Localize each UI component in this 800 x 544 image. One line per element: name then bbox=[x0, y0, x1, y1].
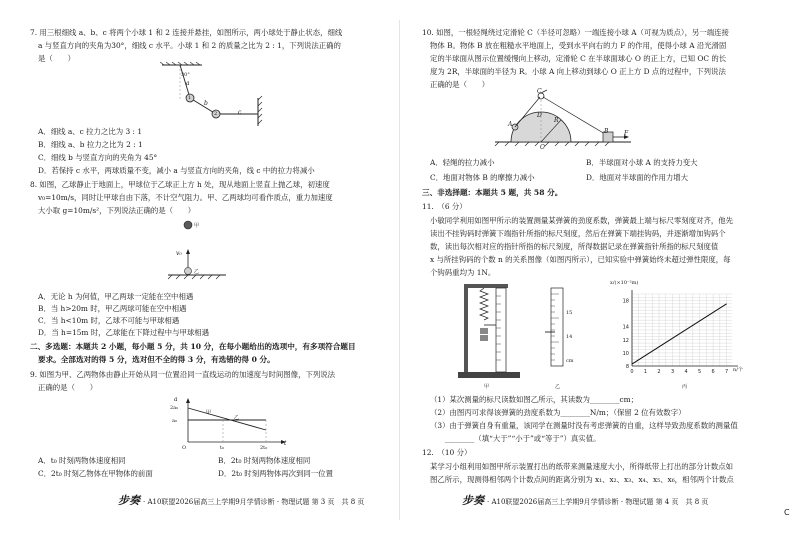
q11-label-jia: 甲 bbox=[484, 384, 490, 390]
q11-label-bing: 丙 bbox=[682, 384, 688, 390]
q11-chart-ylabel: x/(×10⁻²m) bbox=[610, 280, 639, 286]
q7-label-b: b bbox=[204, 100, 208, 107]
q10-line-3: 定的半球面从图示位置缓慢向上移动，定滑轮 C 在半球面球心 O 的正上方，已知 OC 的长 bbox=[430, 54, 727, 63]
corner-mark: C bbox=[784, 508, 790, 517]
q8-line-2: v₀=10m/s，同时让甲球自由下落，不计空气阻力。甲、乙两球均可看作质点，重力加速度 bbox=[38, 193, 333, 202]
y-tick-label: 10 bbox=[622, 350, 629, 357]
q10-line-1: 10. 如图，一根轻绳绕过定滑轮 C（半径可忽略）一端连接小球 A（可视为质点），另一端连接 bbox=[422, 28, 729, 37]
right-page bbox=[400, 0, 800, 544]
q11-figure-jia bbox=[458, 284, 522, 380]
q11-scale-15: 15 bbox=[566, 310, 573, 316]
q10-label-f: F bbox=[624, 130, 629, 137]
q8-line-3: 大小取 g=10m/s²，下列说法正确的是（ ） bbox=[38, 206, 196, 215]
q7-ball-2: 2 bbox=[214, 111, 218, 117]
q7-figure bbox=[140, 62, 280, 127]
section-3-title: 三、非选择题：本题共 5 题，共 58 分。 bbox=[422, 188, 563, 197]
q8-option-c: C．当 h<10m 时，乙球不可能与甲球相遇 bbox=[38, 316, 180, 325]
q9-series-jia: 甲 bbox=[206, 410, 212, 416]
q9-series-yi: 乙 bbox=[234, 415, 240, 421]
q7-label-a: a bbox=[186, 80, 190, 87]
q10-option-c: C．地面对物体 B 的摩擦力减小 bbox=[430, 173, 535, 182]
q7-option-b: B．细线 a、b 拉力之比为 2 : 1 bbox=[38, 140, 143, 149]
q11-head: 11. （6 分） bbox=[422, 202, 467, 211]
q11-line-4: x 与所挂钩码的个数 n 的关系图像（如图丙所示），已知实验中弹簧始终未超过弹性限度，每 bbox=[430, 255, 731, 264]
section-2-line-1: 二、多选题：本题共 2 小题，每小题 5 分，共 10 分，在每小题给出的选项中，有多项符合题目 bbox=[30, 342, 356, 351]
y-tick-label: 8 bbox=[625, 364, 629, 370]
q11-line-5: 个钩码重均为 1N。 bbox=[430, 268, 496, 277]
q9-option-d: D．2t₀ 时刻两物体再次到同一位置 bbox=[218, 469, 333, 478]
q8-label-yi: 乙 bbox=[194, 269, 200, 275]
q10-option-b: B．半球面对小球 A 的支持力变大 bbox=[586, 158, 698, 167]
q10-label-b: B bbox=[604, 128, 609, 135]
q10-figure bbox=[495, 90, 635, 148]
q7-line-3: 是（ ） bbox=[38, 54, 75, 63]
right-footer-text: · A10联盟2026届高三上学期9月学情诊断 · 物理试题 第 4 页 共 8 页 bbox=[487, 498, 709, 506]
q9-figure bbox=[180, 398, 290, 446]
q10-line-5: 正确的是（ ） bbox=[430, 80, 490, 89]
q7-line-1: 7. 用三根细线 a、b、c 将两个小球 1 和 2 连接并悬挂，如图所示，两小球处于静止状态，细线 bbox=[30, 28, 343, 37]
y-tick-label: 18 bbox=[622, 298, 629, 305]
q11-line-1: 小敏同学利用如图甲所示的装置测量某弹簧的劲度系数，弹簧最上端与标尺零刻度对齐，他先 bbox=[430, 216, 734, 225]
q11-chart bbox=[612, 286, 742, 382]
q9-x2: 2t₀ bbox=[260, 445, 268, 451]
q12-line-1: 某学习小组利用如图甲所示装置打出的纸带来测量速度大小，所得纸带上打出的部分计数点如 bbox=[430, 462, 734, 471]
q9-origin: O bbox=[182, 445, 187, 451]
q9-y1: 2a₀ bbox=[170, 405, 179, 411]
q8-label-v0: v₀ bbox=[176, 250, 182, 257]
q11-line-3: 数，读出每次相对应的指针所指的标尺刻度，所得数据记录在弹簧指针所指的标尺刻度值 bbox=[430, 242, 719, 251]
q7-ball-1: 1 bbox=[188, 95, 192, 101]
q11-label-yi: 乙 bbox=[555, 384, 561, 390]
left-footer bbox=[118, 492, 364, 508]
q11-question-3: （3）由于弹簧自身有重量，该同学在测量时没有考虑弹簧的自重，这样导致劲度系数的测量值 bbox=[430, 421, 738, 430]
x-tick-label: 1 bbox=[643, 369, 648, 375]
q9-line-1: 9. 如图为甲、乙两物体由静止开始从同一位置沿同一直线运动的加速度与时间图像，下列说法 bbox=[30, 370, 336, 379]
q9-y2: a₀ bbox=[172, 418, 177, 424]
q9-axis-a: a bbox=[174, 396, 178, 403]
q9-option-c: C．2t₀ 时刻乙物体在甲物体的前面 bbox=[38, 469, 153, 478]
footer-logo-right: 步奏 bbox=[462, 494, 484, 507]
q10-line-2: 物体 B。物体 B 放在粗糙水平地面上，受到水平向右的力 F 的作用，使得小球 A 沿光滑固 bbox=[430, 41, 727, 50]
q7-label-c: c bbox=[238, 109, 242, 116]
q9-line-2: 正确的是（ ） bbox=[38, 383, 98, 392]
right-footer bbox=[462, 492, 708, 508]
q10-label-a: A bbox=[508, 121, 513, 128]
q10-label-r: R bbox=[554, 117, 559, 124]
q10-label-c: C bbox=[537, 88, 542, 95]
y-tick-label: 14 bbox=[622, 324, 629, 331]
x-tick-label: 3 bbox=[670, 369, 675, 375]
q9-axis-t: t bbox=[284, 440, 287, 447]
q11-question-1: （1）某次测量的标尺读数如图乙所示，其读数为________cm； bbox=[430, 395, 639, 404]
x-tick-label: 2 bbox=[657, 369, 661, 375]
q8-option-a: A．无论 h 为何值，甲乙两球一定能在空中相遇 bbox=[38, 292, 194, 301]
q11-question-3-cont: ________（填“大于”“小于”或“等于”）真实值。 bbox=[430, 434, 601, 443]
q7-angle-label: 30° bbox=[181, 72, 190, 78]
y-tick-label: 12 bbox=[622, 337, 629, 344]
q11-figure-yi bbox=[545, 288, 575, 368]
q10-option-d: D．地面对半球面的作用力增大 bbox=[586, 173, 689, 182]
q11-line-2: 读出不挂钩码时弹簧下端指针所指的标尺刻度，然后在弹簧下端挂钩码，并逐渐增加钩码个 bbox=[430, 229, 726, 238]
q11-scale-unit: cm bbox=[566, 358, 574, 364]
q10-line-4: 度为 2R，半球面的半径为 R。小球 A 向上移动到球心 O 正上方 D 点的过程中，下列说法 bbox=[430, 67, 726, 76]
q9-x1: t₀ bbox=[220, 445, 225, 451]
q11-scale-14: 14 bbox=[566, 334, 573, 340]
x-tick-label: 4 bbox=[684, 369, 688, 375]
q7-option-a: A．细线 a、c 拉力之比为 3 : 1 bbox=[38, 127, 143, 136]
x-tick-label: 7 bbox=[725, 369, 729, 375]
x-tick-label: 0 bbox=[630, 369, 634, 375]
q11-chart-xlabel: n/个 bbox=[733, 367, 743, 373]
q8-label-jia: 甲 bbox=[194, 223, 200, 229]
section-2-line-2: 要求。全部选对的得 5 分，选对但不全的得 3 分，有选错的得 0 分。 bbox=[38, 355, 275, 364]
q10-label-o: O bbox=[540, 144, 545, 151]
q7-option-c: C．细线 b 与竖直方向的夹角为 45° bbox=[38, 153, 158, 162]
q11-question-2: （2）由图丙可求得该弹簧的劲度系数为________N/m；（保留 2 位有效数字） bbox=[430, 408, 686, 417]
q9-option-b: B．2t₀ 时刻两物体速度相同 bbox=[218, 456, 311, 465]
q7-option-d: D．若保持 c 水平，两球质量不变，减小 a 与竖直方向的夹角，线 c 中的拉力将减小 bbox=[38, 166, 315, 175]
q12-head: 12. （10 分） bbox=[422, 448, 472, 457]
q8-option-b: B．当 h>20m 时，甲乙两球可能在空中相遇 bbox=[38, 304, 187, 313]
q10-label-d: D bbox=[537, 112, 542, 119]
left-footer-text: · A10联盟2026届高三上学期9月学情诊断 · 物理试题 第 3 页 共 8 页 bbox=[143, 498, 365, 506]
x-tick-label: 5 bbox=[697, 369, 702, 375]
q9-option-a: A．t₀ 时刻两物体速度相同 bbox=[38, 456, 126, 465]
q8-line-1: 8. 如图，乙球静止于地面上，甲球位于乙球正上方 h 处，现从地面上竖直上抛乙球，初速度 bbox=[30, 180, 330, 189]
q8-option-d: D．当 h=15m 时，乙球能在下降过程中与甲球相遇 bbox=[38, 328, 210, 337]
x-tick-label: 6 bbox=[711, 369, 715, 375]
q10-option-a: A．轻绳的拉力减小 bbox=[430, 158, 495, 167]
q12-line-2: 图乙所示，现测得相邻两个计数点间的距离分别为 x₁、x₂、x₃、x₄、x₅、x₆，相邻两个计数点 bbox=[430, 475, 734, 484]
footer-logo: 步奏 bbox=[118, 494, 140, 507]
q7-line-2: a 与竖直方向的夹角为30°，细线 c 水平。小球 1 和 2 的质量之比为 2 : 1，下列说法正确的 bbox=[38, 41, 341, 50]
